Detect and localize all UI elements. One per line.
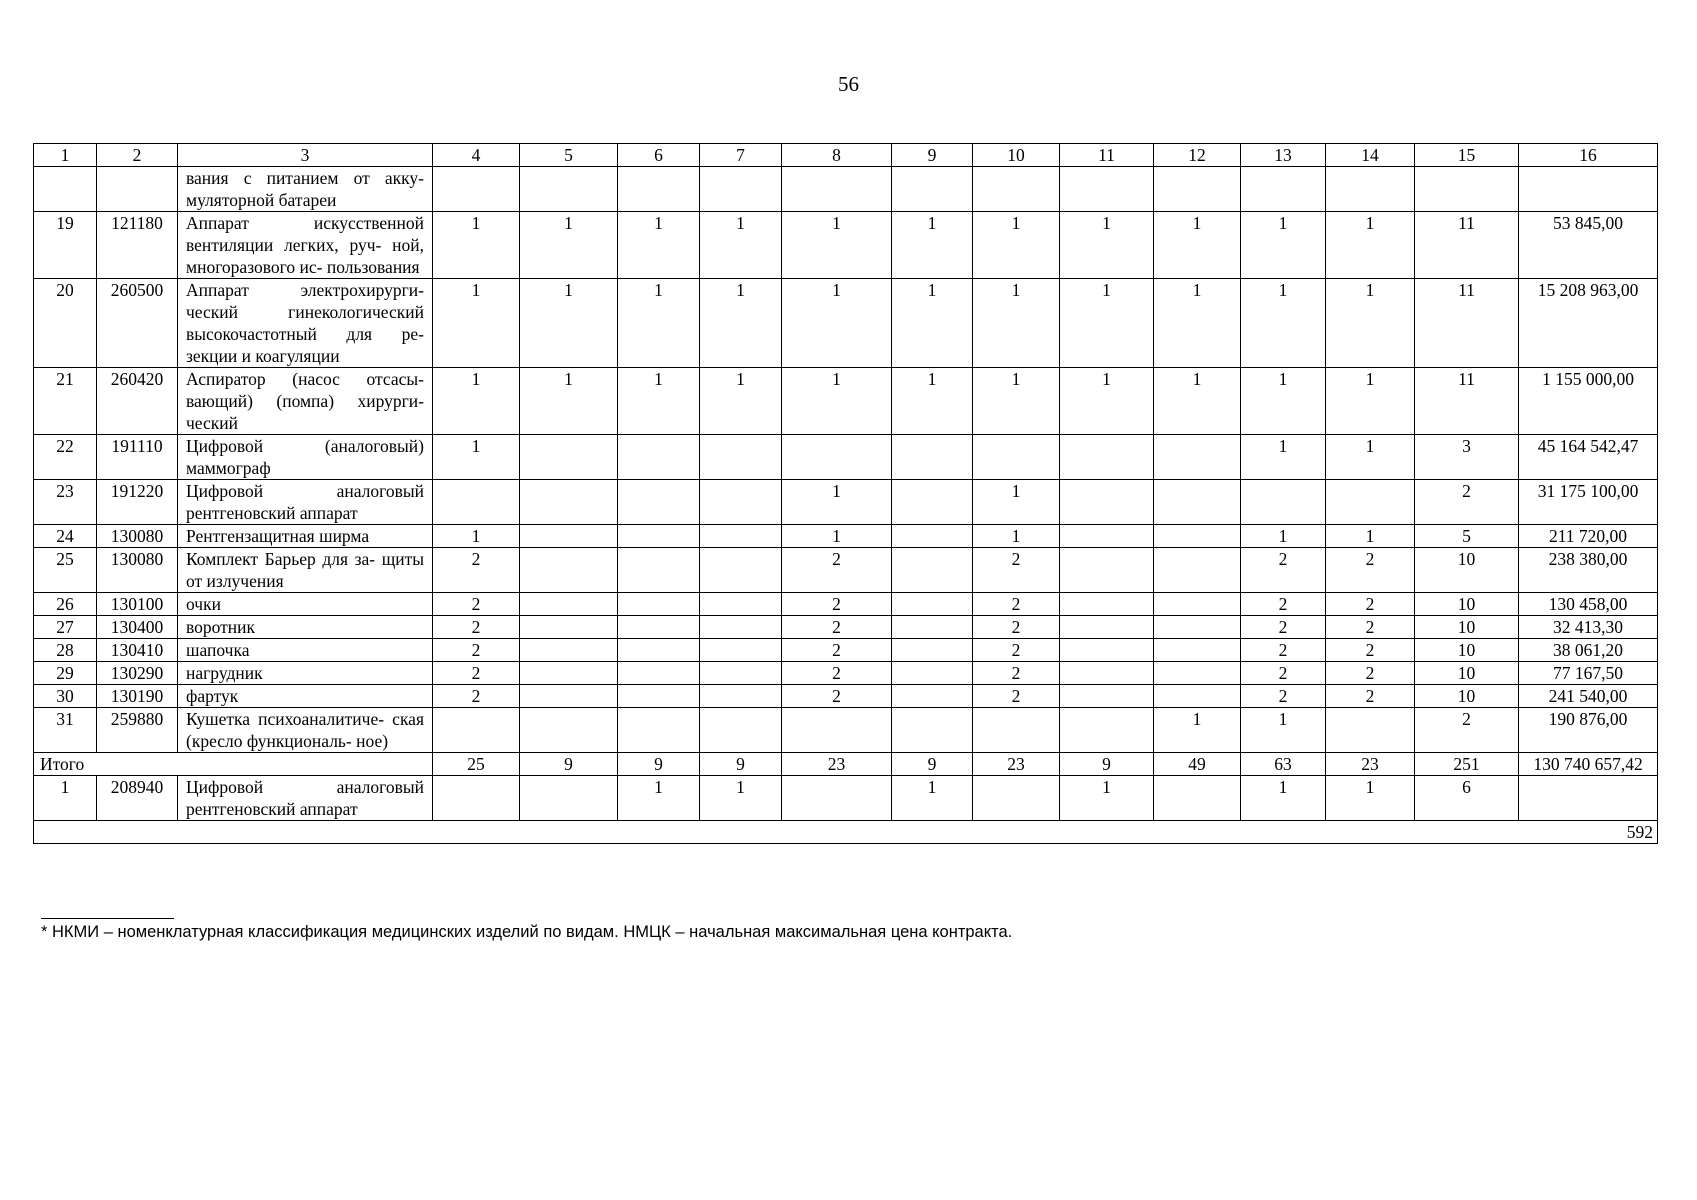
- nkmi-code: 260500: [97, 279, 178, 368]
- row-number: 19: [34, 212, 97, 279]
- row-number: 25: [34, 548, 97, 593]
- quantity-cell: 2: [433, 685, 520, 708]
- quantity-cell: 1: [1154, 368, 1241, 435]
- total-quantity: 9: [892, 753, 973, 776]
- quantity-cell: 1: [892, 368, 973, 435]
- nkmi-code: 130080: [97, 525, 178, 548]
- row-number: 30: [34, 685, 97, 708]
- quantity-cell: [520, 776, 618, 821]
- quantity-cell: [618, 616, 700, 639]
- header-cell: 8: [782, 144, 892, 167]
- item-name: Цифровой аналоговый рентгеновский аппарат: [178, 480, 433, 525]
- quantity-cell: [1060, 593, 1154, 616]
- nkmi-code: 130080: [97, 548, 178, 593]
- quantity-cell: 1: [618, 368, 700, 435]
- quantity-cell: 1: [1241, 279, 1326, 368]
- price-cell: [1519, 776, 1658, 821]
- quantity-cell: 1: [973, 525, 1060, 548]
- quantity-cell: [1060, 639, 1154, 662]
- table-row: [34, 368, 1658, 435]
- quantity-cell: 2: [1241, 662, 1326, 685]
- quantity-cell: [892, 167, 973, 212]
- price-cell: 45 164 542,47: [1519, 435, 1658, 480]
- item-name: Цифровой (аналоговый) маммограф: [178, 435, 433, 480]
- quantity-cell: 1: [892, 212, 973, 279]
- quantity-cell: 1: [433, 368, 520, 435]
- row-number: 20: [34, 279, 97, 368]
- price-cell: 38 061,20: [1519, 639, 1658, 662]
- nkmi-code: 130190: [97, 685, 178, 708]
- table-row: [34, 708, 1658, 753]
- nkmi-code: 191220: [97, 480, 178, 525]
- total-quantity: 251: [1415, 753, 1519, 776]
- row-number: 21: [34, 368, 97, 435]
- quantity-cell: 2: [782, 548, 892, 593]
- row-number: 27: [34, 616, 97, 639]
- quantity-cell: 11: [1415, 279, 1519, 368]
- quantity-cell: 2: [1415, 480, 1519, 525]
- quantity-cell: 3: [1415, 435, 1519, 480]
- row-number: 24: [34, 525, 97, 548]
- quantity-cell: 2: [782, 639, 892, 662]
- quantity-cell: 1: [1154, 212, 1241, 279]
- quantity-cell: [700, 167, 782, 212]
- quantity-cell: 1: [520, 212, 618, 279]
- price-cell: 32 413,30: [1519, 616, 1658, 639]
- total-price: 130 740 657,42: [1519, 753, 1658, 776]
- table-row: [34, 279, 1658, 368]
- header-row: [34, 144, 1658, 167]
- quantity-cell: [618, 662, 700, 685]
- nkmi-code: 260420: [97, 368, 178, 435]
- quantity-cell: 1: [618, 776, 700, 821]
- quantity-cell: [1060, 616, 1154, 639]
- quantity-cell: [973, 435, 1060, 480]
- table-row: [34, 685, 1658, 708]
- header-cell: 10: [973, 144, 1060, 167]
- quantity-cell: [618, 167, 700, 212]
- quantity-cell: [973, 708, 1060, 753]
- quantity-cell: [1154, 639, 1241, 662]
- table-row: [34, 616, 1658, 639]
- quantity-cell: 1: [782, 525, 892, 548]
- quantity-cell: 1: [1326, 435, 1415, 480]
- nkmi-code: 259880: [97, 708, 178, 753]
- header-cell: 6: [618, 144, 700, 167]
- header-cell: 5: [520, 144, 618, 167]
- quantity-cell: [618, 435, 700, 480]
- quantity-cell: [520, 662, 618, 685]
- quantity-cell: [782, 708, 892, 753]
- quantity-cell: 1: [782, 279, 892, 368]
- quantity-cell: [892, 708, 973, 753]
- quantity-cell: [1154, 685, 1241, 708]
- total-quantity: 25: [433, 753, 520, 776]
- quantity-cell: 2: [1241, 685, 1326, 708]
- quantity-cell: 2: [1241, 639, 1326, 662]
- table-row: [34, 639, 1658, 662]
- quantity-cell: [700, 639, 782, 662]
- quantity-cell: 2: [973, 685, 1060, 708]
- nkmi-code: [97, 167, 178, 212]
- quantity-cell: [1154, 435, 1241, 480]
- table-row: [34, 167, 1658, 212]
- item-name: Рентгензащитная ширма: [178, 525, 433, 548]
- quantity-cell: 1: [1241, 708, 1326, 753]
- nkmi-code: 208940: [97, 776, 178, 821]
- quantity-cell: [1326, 480, 1415, 525]
- total-quantity: 9: [618, 753, 700, 776]
- footnote: * НКМИ – номенклатурная классификация медицинских изделий по видам. НМЦК – начальная максимальная цена контракта.: [41, 923, 1013, 941]
- quantity-cell: 2: [782, 593, 892, 616]
- quantity-cell: [520, 593, 618, 616]
- quantity-cell: 10: [1415, 662, 1519, 685]
- quantity-cell: [1154, 167, 1241, 212]
- quantity-cell: 10: [1415, 685, 1519, 708]
- quantity-cell: [700, 480, 782, 525]
- quantity-cell: 1: [1326, 368, 1415, 435]
- quantity-cell: 1: [1060, 279, 1154, 368]
- quantity-cell: 2: [973, 639, 1060, 662]
- quantity-cell: 2: [433, 662, 520, 685]
- header-cell: 14: [1326, 144, 1415, 167]
- quantity-cell: 1: [1326, 525, 1415, 548]
- nkmi-code: 130290: [97, 662, 178, 685]
- quantity-cell: 1: [700, 776, 782, 821]
- header-cell: 2: [97, 144, 178, 167]
- quantity-cell: [1241, 167, 1326, 212]
- total-quantity: 63: [1241, 753, 1326, 776]
- quantity-cell: 11: [1415, 368, 1519, 435]
- quantity-cell: [1415, 167, 1519, 212]
- quantity-cell: [1326, 167, 1415, 212]
- price-cell: 53 845,00: [1519, 212, 1658, 279]
- price-cell: 1 155 000,00: [1519, 368, 1658, 435]
- quantity-cell: [892, 435, 973, 480]
- total-quantity: 9: [520, 753, 618, 776]
- quantity-cell: 1: [1241, 212, 1326, 279]
- quantity-cell: 2: [433, 639, 520, 662]
- header-cell: 3: [178, 144, 433, 167]
- quantity-cell: 1: [433, 525, 520, 548]
- quantity-cell: 10: [1415, 616, 1519, 639]
- page-number: 56: [838, 72, 859, 96]
- quantity-cell: 1: [520, 368, 618, 435]
- total-row: [34, 753, 1658, 776]
- quantity-cell: [618, 593, 700, 616]
- table-row: [34, 435, 1658, 480]
- total-quantity: 9: [700, 753, 782, 776]
- item-name: шапочка: [178, 639, 433, 662]
- quantity-cell: [433, 167, 520, 212]
- quantity-cell: [892, 525, 973, 548]
- quantity-cell: 1: [700, 279, 782, 368]
- header-cell: 4: [433, 144, 520, 167]
- footnote-divider: [41, 918, 174, 919]
- quantity-cell: [892, 616, 973, 639]
- quantity-cell: 2: [782, 662, 892, 685]
- quantity-cell: [433, 480, 520, 525]
- header-cell: 9: [892, 144, 973, 167]
- quantity-cell: [520, 435, 618, 480]
- quantity-cell: 1: [782, 480, 892, 525]
- quantity-cell: 10: [1415, 548, 1519, 593]
- quantity-cell: [782, 776, 892, 821]
- quantity-cell: 1: [1326, 279, 1415, 368]
- quantity-cell: 1: [1060, 368, 1154, 435]
- quantity-cell: [892, 593, 973, 616]
- quantity-cell: [1154, 616, 1241, 639]
- item-name: Комплект Барьер для за- щиты от излучения: [178, 548, 433, 593]
- header-cell: 13: [1241, 144, 1326, 167]
- quantity-cell: 2: [433, 548, 520, 593]
- nkmi-code: 130400: [97, 616, 178, 639]
- quantity-cell: [892, 662, 973, 685]
- quantity-cell: [433, 708, 520, 753]
- item-name: Аспиратор (насос отсасы- вающий) (помпа) хирурги- ческий: [178, 368, 433, 435]
- quantity-cell: 2: [1326, 593, 1415, 616]
- quantity-cell: 2: [973, 616, 1060, 639]
- quantity-cell: [1060, 480, 1154, 525]
- nkmi-code: 130410: [97, 639, 178, 662]
- total-quantity: 9: [1060, 753, 1154, 776]
- total-quantity: 23: [782, 753, 892, 776]
- quantity-cell: 1: [782, 212, 892, 279]
- quantity-cell: 2: [1326, 685, 1415, 708]
- quantity-cell: 1: [973, 279, 1060, 368]
- row-number: [34, 167, 97, 212]
- total-quantity: 49: [1154, 753, 1241, 776]
- quantity-cell: [892, 639, 973, 662]
- quantity-cell: 1: [1241, 368, 1326, 435]
- quantity-cell: 6: [1415, 776, 1519, 821]
- quantity-cell: 1: [1241, 525, 1326, 548]
- quantity-cell: 2: [1241, 616, 1326, 639]
- item-name: Цифровой аналоговый рентгеновский аппарат: [178, 776, 433, 821]
- header-cell: 11: [1060, 144, 1154, 167]
- quantity-cell: 2: [973, 662, 1060, 685]
- quantity-cell: [520, 685, 618, 708]
- quantity-cell: 1: [1241, 776, 1326, 821]
- quantity-cell: [1326, 708, 1415, 753]
- quantity-cell: [892, 480, 973, 525]
- item-name: Кушетка психоаналитиче- ская (кресло функциональ- ное): [178, 708, 433, 753]
- quantity-cell: 1: [1060, 212, 1154, 279]
- quantity-cell: 1: [782, 368, 892, 435]
- quantity-cell: 1: [1154, 279, 1241, 368]
- row-number: 31: [34, 708, 97, 753]
- quantity-cell: [1060, 662, 1154, 685]
- quantity-cell: [433, 776, 520, 821]
- price-cell: [1519, 167, 1658, 212]
- item-name: Аппарат электрохирурги- ческий гинекологический высокочастотный для ре- зекции и коагуляции: [178, 279, 433, 368]
- quantity-cell: 1: [1326, 776, 1415, 821]
- quantity-cell: 2: [1326, 616, 1415, 639]
- quantity-cell: 2: [433, 593, 520, 616]
- quantity-cell: 10: [1415, 639, 1519, 662]
- item-name: воротник: [178, 616, 433, 639]
- table-row: [34, 525, 1658, 548]
- quantity-cell: [892, 685, 973, 708]
- header-cell: 12: [1154, 144, 1241, 167]
- quantity-cell: 1: [973, 212, 1060, 279]
- quantity-cell: [782, 435, 892, 480]
- quantity-cell: [973, 167, 1060, 212]
- quantity-cell: 2: [782, 685, 892, 708]
- quantity-cell: [700, 593, 782, 616]
- quantity-cell: [1060, 435, 1154, 480]
- price-cell: 77 167,50: [1519, 662, 1658, 685]
- nkmi-code: 130100: [97, 593, 178, 616]
- item-name: вания с питанием от акку- муляторной батареи: [178, 167, 433, 212]
- quantity-cell: 1: [1154, 708, 1241, 753]
- item-name: очки: [178, 593, 433, 616]
- quantity-cell: [973, 776, 1060, 821]
- quantity-cell: 2: [782, 616, 892, 639]
- quantity-cell: [520, 616, 618, 639]
- quantity-cell: 1: [700, 212, 782, 279]
- quantity-cell: 1: [433, 435, 520, 480]
- quantity-cell: 2: [973, 593, 1060, 616]
- table-row: [34, 662, 1658, 685]
- quantity-cell: 10: [1415, 593, 1519, 616]
- quantity-cell: 1: [618, 279, 700, 368]
- quantity-cell: 2: [1241, 593, 1326, 616]
- quantity-cell: [1154, 776, 1241, 821]
- quantity-cell: 2: [973, 548, 1060, 593]
- quantity-cell: [700, 435, 782, 480]
- quantity-cell: [1241, 480, 1326, 525]
- quantity-cell: [618, 639, 700, 662]
- quantity-cell: [892, 548, 973, 593]
- quantity-cell: [1060, 685, 1154, 708]
- quantity-cell: 2: [1326, 639, 1415, 662]
- price-cell: 130 458,00: [1519, 593, 1658, 616]
- quantity-cell: 1: [892, 279, 973, 368]
- item-name: фартук: [178, 685, 433, 708]
- row-number: 1: [34, 776, 97, 821]
- quantity-cell: 2: [433, 616, 520, 639]
- row-number: 29: [34, 662, 97, 685]
- nkmi-code: 191110: [97, 435, 178, 480]
- quantity-cell: [618, 685, 700, 708]
- quantity-cell: 1: [433, 279, 520, 368]
- price-cell: 31 175 100,00: [1519, 480, 1658, 525]
- page-total-row: [34, 821, 1658, 844]
- quantity-cell: 1: [433, 212, 520, 279]
- quantity-cell: 1: [892, 776, 973, 821]
- quantity-cell: 2: [1241, 548, 1326, 593]
- nkmi-code: 121180: [97, 212, 178, 279]
- header-cell: 16: [1519, 144, 1658, 167]
- item-name: нагрудник: [178, 662, 433, 685]
- quantity-cell: [520, 480, 618, 525]
- quantity-cell: [1154, 480, 1241, 525]
- row-number: 22: [34, 435, 97, 480]
- price-cell: 15 208 963,00: [1519, 279, 1658, 368]
- equipment-table: [33, 143, 1658, 844]
- quantity-cell: [1060, 525, 1154, 548]
- quantity-cell: [520, 639, 618, 662]
- row-number: 23: [34, 480, 97, 525]
- price-cell: 241 540,00: [1519, 685, 1658, 708]
- quantity-cell: 1: [520, 279, 618, 368]
- quantity-cell: [700, 685, 782, 708]
- table-row: [34, 212, 1658, 279]
- quantity-cell: [520, 167, 618, 212]
- quantity-cell: [782, 167, 892, 212]
- quantity-cell: 2: [1415, 708, 1519, 753]
- quantity-cell: [1154, 662, 1241, 685]
- page-total: 592: [34, 821, 1658, 844]
- header-cell: 15: [1415, 144, 1519, 167]
- quantity-cell: [520, 708, 618, 753]
- quantity-cell: [618, 708, 700, 753]
- row-number: 28: [34, 639, 97, 662]
- header-cell: 7: [700, 144, 782, 167]
- quantity-cell: 2: [1326, 548, 1415, 593]
- quantity-cell: [1154, 525, 1241, 548]
- quantity-cell: [700, 548, 782, 593]
- quantity-cell: [520, 525, 618, 548]
- quantity-cell: [1154, 593, 1241, 616]
- price-cell: 190 876,00: [1519, 708, 1658, 753]
- table-row: [34, 776, 1658, 821]
- quantity-cell: 1: [1060, 776, 1154, 821]
- quantity-cell: [700, 662, 782, 685]
- total-quantity: 23: [973, 753, 1060, 776]
- quantity-cell: [1154, 548, 1241, 593]
- quantity-cell: [700, 708, 782, 753]
- quantity-cell: [618, 480, 700, 525]
- quantity-cell: [1060, 708, 1154, 753]
- total-label: Итого: [34, 753, 433, 776]
- price-cell: 211 720,00: [1519, 525, 1658, 548]
- quantity-cell: [1060, 167, 1154, 212]
- item-name: Аппарат искусственной вентиляции легких, руч- ной, многоразового ис- пользования: [178, 212, 433, 279]
- quantity-cell: 11: [1415, 212, 1519, 279]
- quantity-cell: 5: [1415, 525, 1519, 548]
- quantity-cell: 2: [1326, 662, 1415, 685]
- row-number: 26: [34, 593, 97, 616]
- quantity-cell: 1: [1326, 212, 1415, 279]
- quantity-cell: 1: [700, 368, 782, 435]
- quantity-cell: 1: [1241, 435, 1326, 480]
- price-cell: 238 380,00: [1519, 548, 1658, 593]
- total-quantity: 23: [1326, 753, 1415, 776]
- quantity-cell: [520, 548, 618, 593]
- quantity-cell: [1060, 548, 1154, 593]
- quantity-cell: [618, 548, 700, 593]
- quantity-cell: [700, 525, 782, 548]
- quantity-cell: 1: [618, 212, 700, 279]
- table-row: [34, 593, 1658, 616]
- quantity-cell: 1: [973, 368, 1060, 435]
- quantity-cell: [700, 616, 782, 639]
- table-row: [34, 480, 1658, 525]
- table-row: [34, 548, 1658, 593]
- quantity-cell: [618, 525, 700, 548]
- quantity-cell: 1: [973, 480, 1060, 525]
- header-cell: 1: [34, 144, 97, 167]
